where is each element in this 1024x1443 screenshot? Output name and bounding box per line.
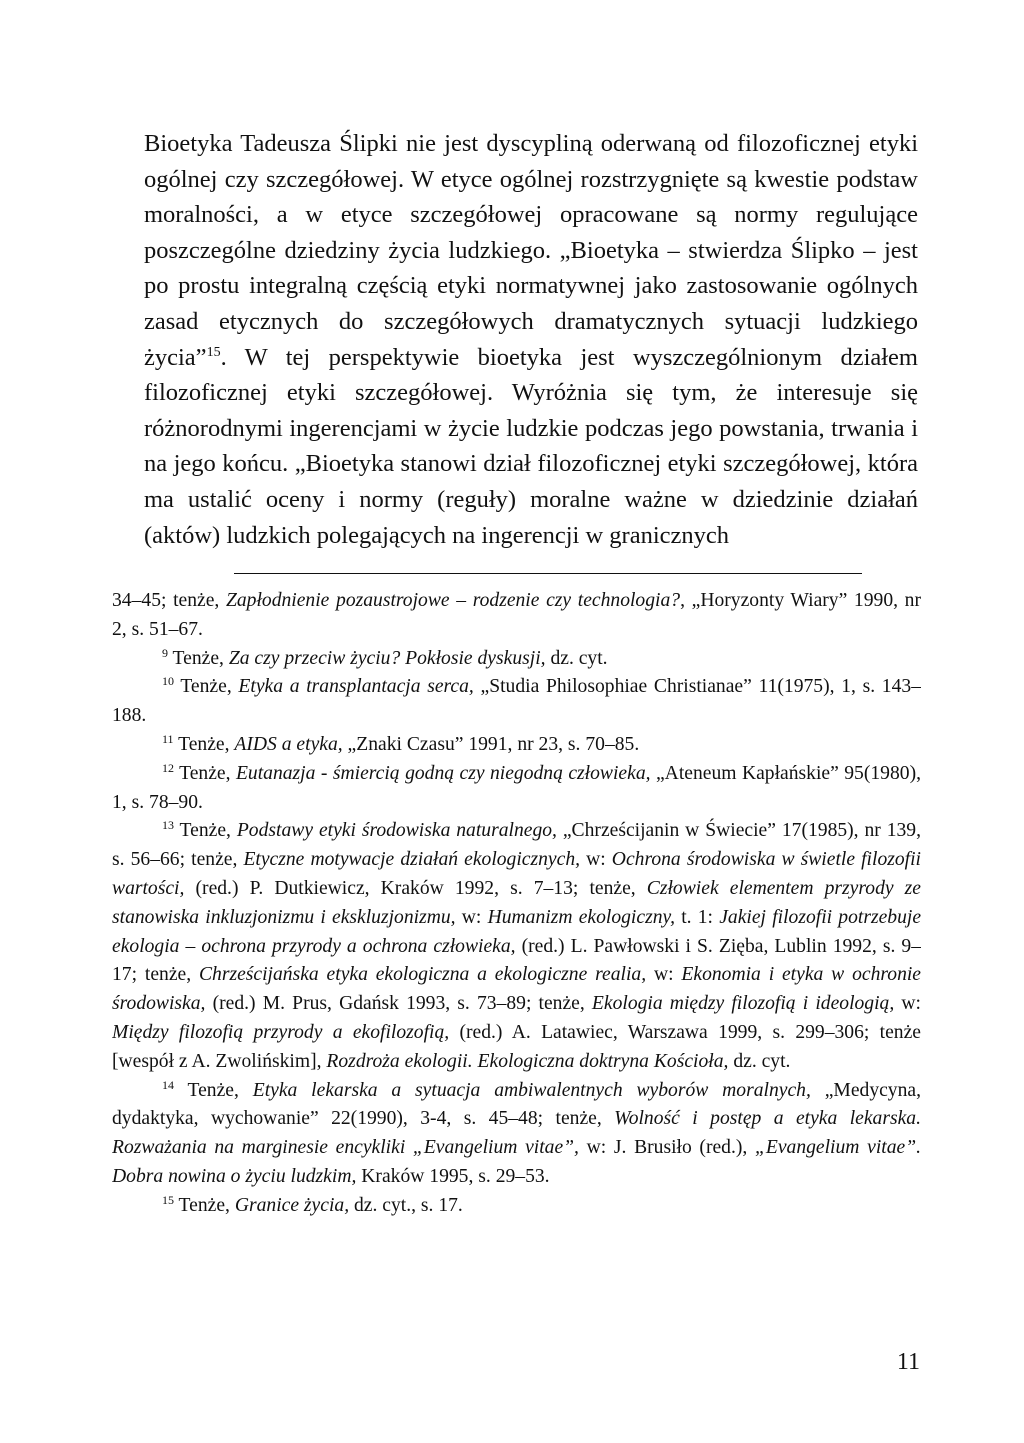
footnote-text: 34–45; tenże, xyxy=(112,590,226,611)
footnote-text: Tenże, xyxy=(174,1194,235,1216)
footnote-9 xyxy=(112,645,921,674)
main-text xyxy=(144,126,918,566)
footnote-text: w: J. Brusiło (red.), xyxy=(578,1137,755,1159)
footnote-text: „Medycyna, dydaktyka, wychowanie” 22(1990), 3-4, s. 45–48; tenże, xyxy=(112,1079,921,1130)
footnote-text: Kraków 1995, s. 29–53. xyxy=(356,1165,550,1187)
footnote-text: Tenże, xyxy=(174,676,239,698)
main-paragraph xyxy=(144,126,918,553)
footnote-15 xyxy=(112,1192,921,1221)
footnote-number: 13 xyxy=(162,818,174,833)
footnote-title: Między filozofią przyrody a ekofilozofią, xyxy=(112,1021,450,1043)
footnote-12 xyxy=(112,760,921,818)
footnote-title: Granice życia, xyxy=(234,1194,350,1216)
footnote-title: AIDS a etyka, xyxy=(234,733,343,755)
footnote-title: Jakiej filozofii potrzebuje ekologia – ochrona przyrody a ochrona człowieka, xyxy=(112,906,921,957)
footnote-text: „Chrześcijanin w Świecie” 17(1985), nr 139, s. 56–66; tenże, xyxy=(112,820,921,871)
footnote-text: w: xyxy=(455,906,488,928)
footnote-title: Chrześcijańska etyka ekologiczna a ekologiczne realia, xyxy=(198,964,647,986)
footnote-text: „Znaki Czasu” 1991, nr 23, s. 70–85. xyxy=(342,733,640,755)
footnote-text: „Ateneum Kapłańskie” 95(1980), 1, s. 78–90. xyxy=(112,762,921,813)
footnote-title: „Evangelium vitae”. Dobra nowina o życiu ludzkim, xyxy=(112,1137,921,1187)
footnote-title: Ekonomia i etyka w ochronie środowiska, xyxy=(112,964,921,1015)
footnotes xyxy=(112,587,921,1280)
footnote-title: Ekologia między filozofią i ideologią, xyxy=(591,993,895,1015)
footnote-number: 9 xyxy=(162,645,168,660)
footnote-text: w: xyxy=(646,964,682,986)
footnote-text: „Studia Philosophiae Christianae” 11(1975), 1, s. 143–188. xyxy=(112,676,921,727)
footnote-title: Za czy przeciw życiu? Pokłosie dyskusji, xyxy=(228,647,546,669)
footnote-title: Etyka a transplantacja serca, xyxy=(238,676,474,698)
footnote-number: 11 xyxy=(162,731,174,746)
footnote-separator xyxy=(234,573,862,574)
footnote-title: Wolność i postęp a etyka lekarska. Rozważania na marginesie encykliki „Evangelium vitae”, xyxy=(112,1108,921,1159)
footnote-text: (red.) L. Pawłowski i S. Zięba, Lublin 1992, s. 9–17; tenże, xyxy=(112,935,921,986)
footnote-number: 15 xyxy=(162,1192,174,1207)
footnote-title: Podstawy etyki środowiska naturalnego, xyxy=(236,820,557,842)
footnote-number: 12 xyxy=(162,760,174,775)
footnote-title: Ochrona środowiska w świetle filozofii wartości, xyxy=(112,849,921,899)
footnote-text: Tenże, xyxy=(174,820,237,842)
footnote-13 xyxy=(112,817,921,1076)
footnote-text: dz. cyt. xyxy=(728,1050,791,1072)
main-paragraph-text: Bioetyka Tadeusza Ślipki nie jest dyscypliną oderwaną od filozoficznej etyki ogólnej czy szczegółowej. W etyce ogólnej rozstrzygnięte są kwestie podstaw moralności, a w etyce szczegółowej opracowane są normy regulujące poszczególne dziedziny życia ludzkiego. „Bioetyka – stwierdza Ślipko – jest po prostu integralną częścią etyki normatywnej jako zastosowanie ogólnych zasad etycznych do szczegółowych dramatycznych sytuacji ludzkiego życia” xyxy=(144,130,918,371)
footnote-text: Tenże, xyxy=(174,1079,253,1101)
footnote-11 xyxy=(112,731,921,760)
footnote-number: 14 xyxy=(162,1077,174,1092)
footnote-text: Tenże, xyxy=(168,647,229,669)
footnote-14 xyxy=(112,1077,921,1192)
footnote-title: Humanizm ekologiczny, xyxy=(487,906,675,928)
footnote-text: Tenże, xyxy=(173,733,235,755)
footnote-text: dz. cyt. xyxy=(545,647,608,669)
footnote-title: Etyka lekarska a sytuacja ambiwalentnych wyborów moralnych, xyxy=(252,1079,811,1101)
footnote-title: Rozdroża ekologii. Ekologiczna doktryna Kościoła, xyxy=(326,1050,729,1072)
main-paragraph-continuation: . W tej perspektywie bioetyka jest wyszczególnionym działem filozoficznej etyki szczegółowej. Wyróżnia się tym, że interesuje się różnorodnymi ingerencjami w życie ludzkie podczas jego powstania, trwania i na jego końcu. „Bioetyka stanowi dział filozoficznej etyki szczegółowej, która ma ustalić oceny i normy (reguły) moralne ważne w dziedzinie działań (aktów) ludzkich polegających na ingerencji w granicznych xyxy=(144,343,918,549)
footnote-text: , „Horyzonty Wiary” 1990, nr 2, s. 51–67. xyxy=(112,590,921,640)
footnote-text: Tenże, xyxy=(174,762,236,784)
footnote-text: dz. cyt., s. 17. xyxy=(349,1194,463,1216)
footnote-title: Eutanazja - śmiercią godną czy niegodną człowieka, xyxy=(235,762,651,784)
footnote-text: t. 1: xyxy=(675,906,720,928)
footnote-text: (red.) M. Prus, Gdańsk 1993, s. 73–89; tenże, xyxy=(205,993,592,1015)
footnote-continued xyxy=(112,587,921,645)
footnote-reference: 15 xyxy=(206,344,221,360)
footnote-text: w: xyxy=(580,849,612,871)
footnote-10 xyxy=(112,673,921,731)
footnote-text: w: xyxy=(894,993,921,1015)
footnote-title: Etyczne motywacje działań ekologicznych, xyxy=(243,849,581,871)
footnote-text: (red.) P. Dutkiewicz, Kraków 1992, s. 7–13; tenże, xyxy=(184,877,647,899)
footnote-title: Zapłodnienie pozaustrojowe – rodzenie czy technologia? xyxy=(225,590,681,611)
footnote-text: (red.) A. Latawiec, Warszawa 1999, s. 299–306; tenże [wespół z A. Zwolińskim], xyxy=(112,1021,921,1072)
page-number: 11 xyxy=(896,1349,920,1375)
footnote-title: Człowiek elementem przyrody ze stanowiska inkluzjonizmu i ekskluzjonizmu, xyxy=(112,877,921,928)
footnote-number: 10 xyxy=(162,674,174,689)
